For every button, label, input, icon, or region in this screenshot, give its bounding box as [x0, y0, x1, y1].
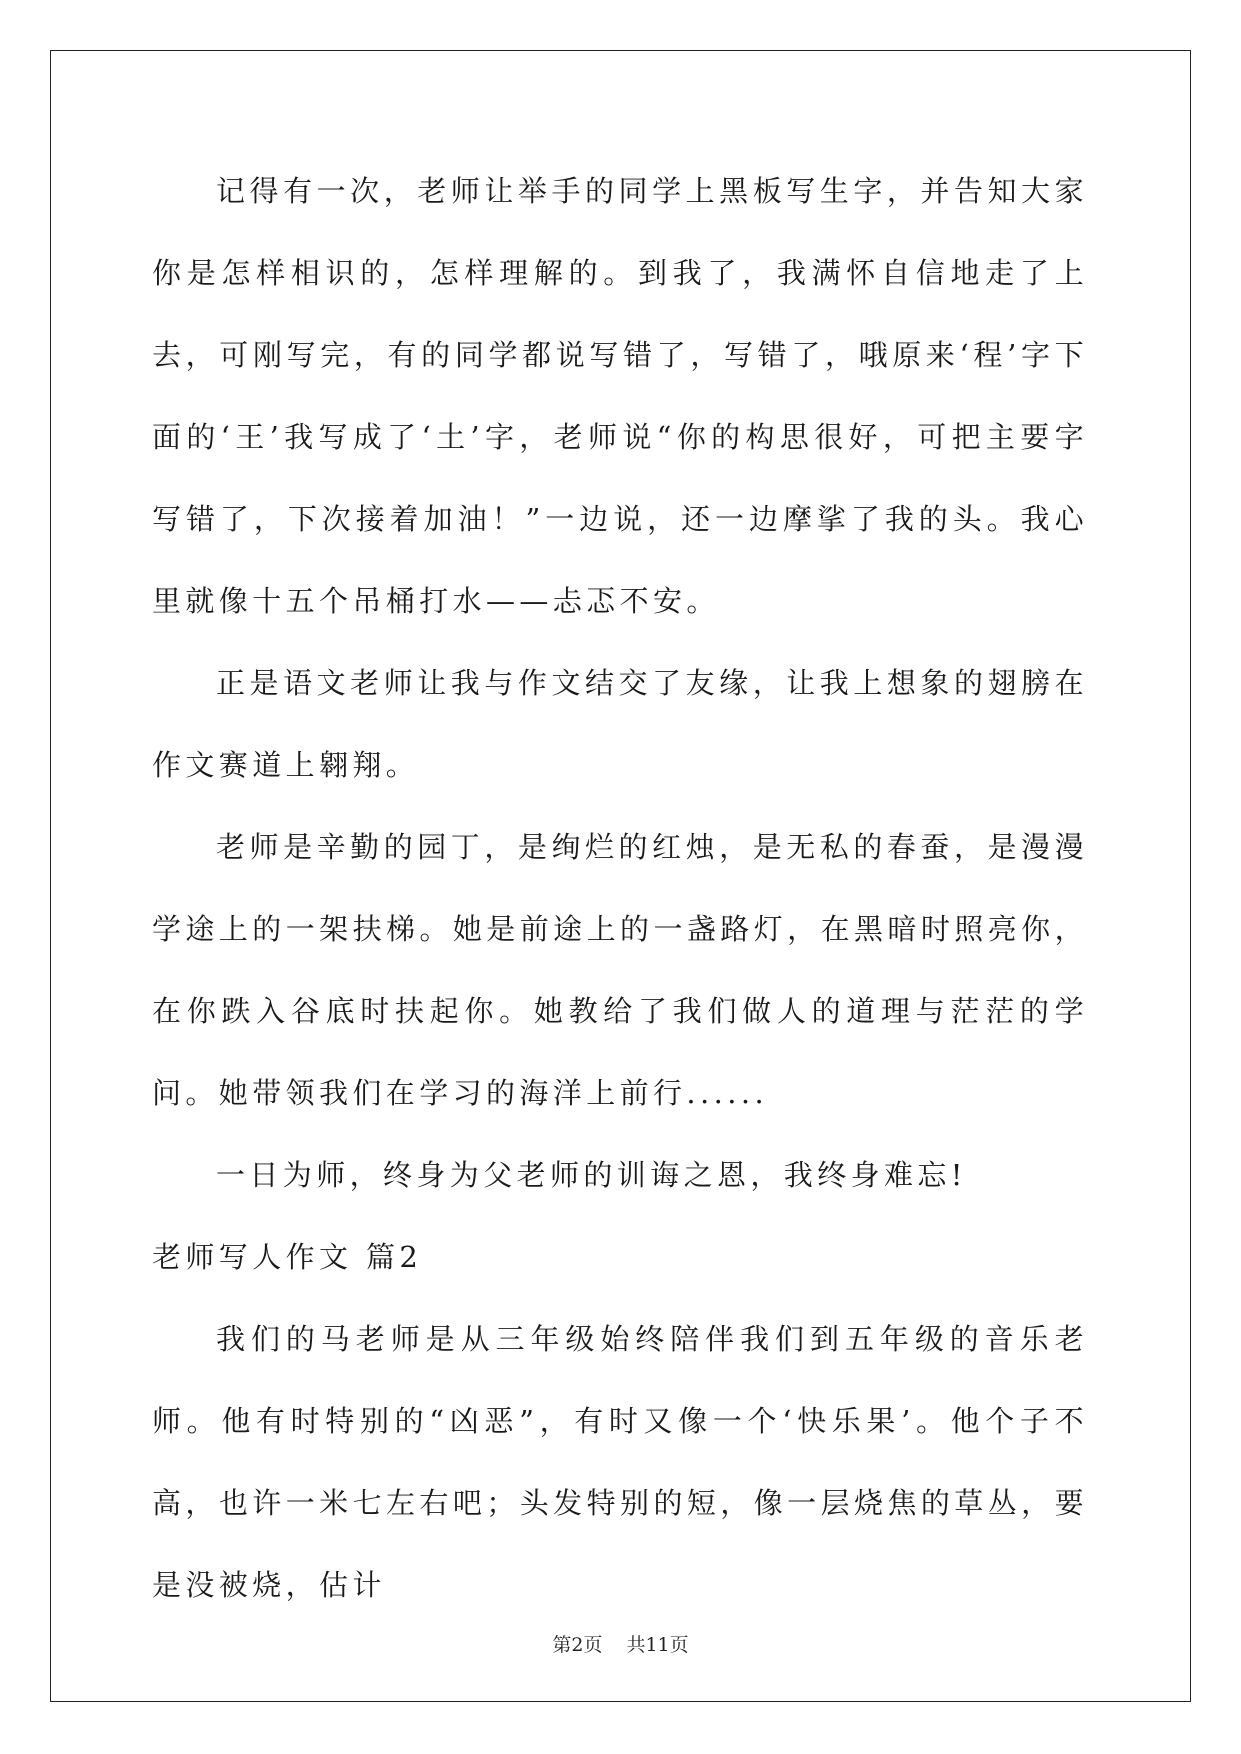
section-heading: 老师写人作文 篇2: [152, 1240, 423, 1274]
page-total: 共11页: [626, 1634, 689, 1656]
paragraph: 一日为师，终身为父老师的训诲之恩，我终身难忘!: [216, 1158, 967, 1192]
page-footer: [0, 1630, 1241, 1657]
paragraph: 正是语文老师让我与作文结交了友缘，让我上想象的翅膀在作文赛道上翱翔。: [152, 666, 1088, 782]
paragraph: 记得有一次，老师让举手的同学上黑板写生字，并告知大家你是怎样相识的，怎样理解的。到我了，我满怀自信地走了上去，可刚写完，有的同学都说写错了，写错了，哦原来‘程’字下面的‘王’我写成了‘土’字，老师说“你的构思很好，可把主要字写错了，下次接着加油！”一边说，还一边摩挲了我的头。我心里就像十五个吊桶打水——忐忑不安。: [152, 174, 1088, 618]
paragraph: 老师是辛勤的园丁，是绚烂的红烛，是无私的春蚕，是漫漫学途上的一架扶梯。她是前途上的一盏路灯，在黑暗时照亮你，在你跌入谷底时扶起你。她教给了我们做人的道理与茫茫的学问。她带领我们在学习的海洋上前行......: [152, 830, 1088, 1110]
document-body: [152, 150, 1088, 1626]
paragraph: 我们的马老师是从三年级始终陪伴我们到五年级的音乐老师。他有时特别的“凶恶”，有时又像一个‘快乐果’。他个子不高，也许一米七左右吧；头发特别的短，像一层烧焦的草丛，要是没被烧，估计: [152, 1322, 1088, 1602]
page-number: 第2页: [552, 1634, 603, 1656]
